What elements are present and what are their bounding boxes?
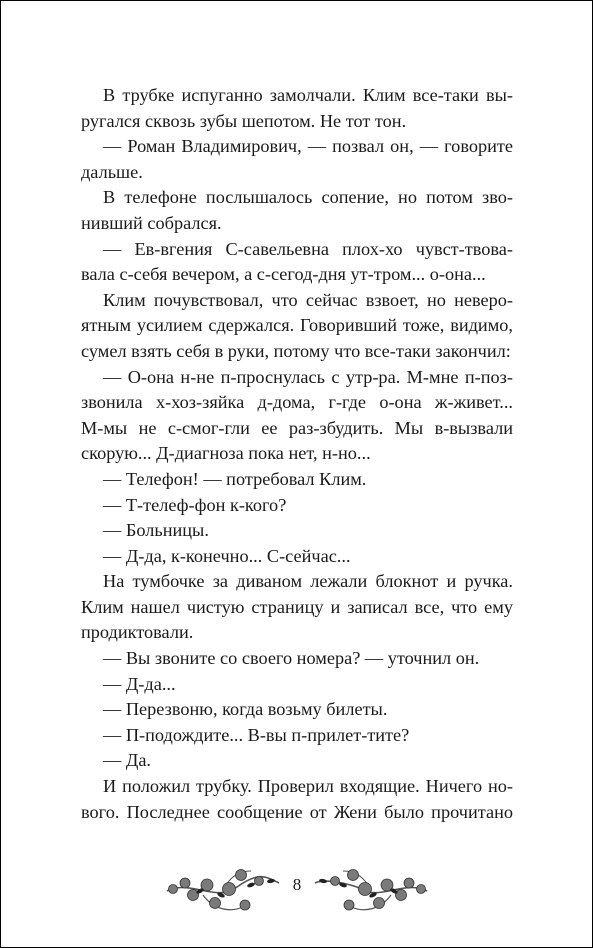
page-number: 8 bbox=[292, 875, 302, 894]
text-line: — Роман Владимирович, — позвал он, — говорите bbox=[103, 136, 513, 157]
text-line: — Да. bbox=[103, 750, 152, 771]
text-line: Клим нашел чистую страницу и записал все, что ему bbox=[81, 596, 513, 617]
text-line: М-мы не с-смог-гли ее раз-збудить. Мы в-вызвали bbox=[81, 417, 513, 438]
text-line: — Перезвоню, когда возьму билеты. bbox=[103, 699, 388, 720]
text-line: звонила х-хоз-зяйка д-дома, г-где о-она ж-живет... bbox=[81, 392, 513, 413]
text-line: — Вы звоните со своего номера? — уточнил он. bbox=[103, 648, 480, 669]
text-line: — П-подождите... В-вы п-прилет-тите? bbox=[103, 724, 410, 745]
text-line: В телефоне послышалось сопение, но потом зво- bbox=[103, 187, 513, 208]
floral-ornament-left-icon bbox=[163, 859, 281, 919]
text-line: ругался сквозь зубы шепотом. Не тот тон. bbox=[81, 110, 407, 131]
floral-ornament-right-icon bbox=[313, 859, 431, 919]
text-line: — Телефон! — потребовал Клим. bbox=[103, 468, 367, 489]
text-line: Клим почувствовал, что сейчас взвоет, но неверо- bbox=[103, 289, 513, 310]
text-line: ятным усилием сдержался. Говоривший тоже, видимо, bbox=[81, 315, 513, 336]
text-line: — Д-да, к-конечно... С-сейчас... bbox=[103, 545, 351, 566]
text-line: вала с-себя вечером, а с-сегод-дня ут-тром... о-она... bbox=[81, 264, 486, 285]
text-line: вого. Последнее сообщение от Жени было прочитано bbox=[81, 801, 513, 822]
text-line: На тумбочке за диваном лежали блокнот и ручка. bbox=[103, 571, 513, 592]
text-line: — Т-телеф-фон к-кого? bbox=[103, 494, 287, 515]
text-line: сумел взять себя в руки, потому что все-таки закончил: bbox=[81, 340, 511, 361]
text-line: продиктовали. bbox=[81, 622, 194, 643]
text-line: — О-она н-не п-проснулась с утр-ра. М-мне п-поз- bbox=[103, 366, 513, 387]
text-line: — Д-да... bbox=[103, 673, 176, 694]
text-line: дальше. bbox=[81, 161, 143, 182]
body-text bbox=[81, 83, 513, 825]
text-line: нивший собрался. bbox=[81, 212, 222, 233]
text-line: И положил трубку. Проверил входящие. Ничего но- bbox=[103, 776, 513, 797]
text-line: — Больницы. bbox=[103, 520, 209, 541]
page-footer bbox=[1, 859, 592, 919]
text-line: — Ев-вгения С-савельевна плох-хо чувст-твова- bbox=[103, 238, 513, 259]
text-line: В трубке испуганно замолчали. Клим все-таки вы- bbox=[103, 85, 513, 105]
text-line: скорую... Д-диагноза пока нет, н-но... bbox=[81, 443, 371, 464]
